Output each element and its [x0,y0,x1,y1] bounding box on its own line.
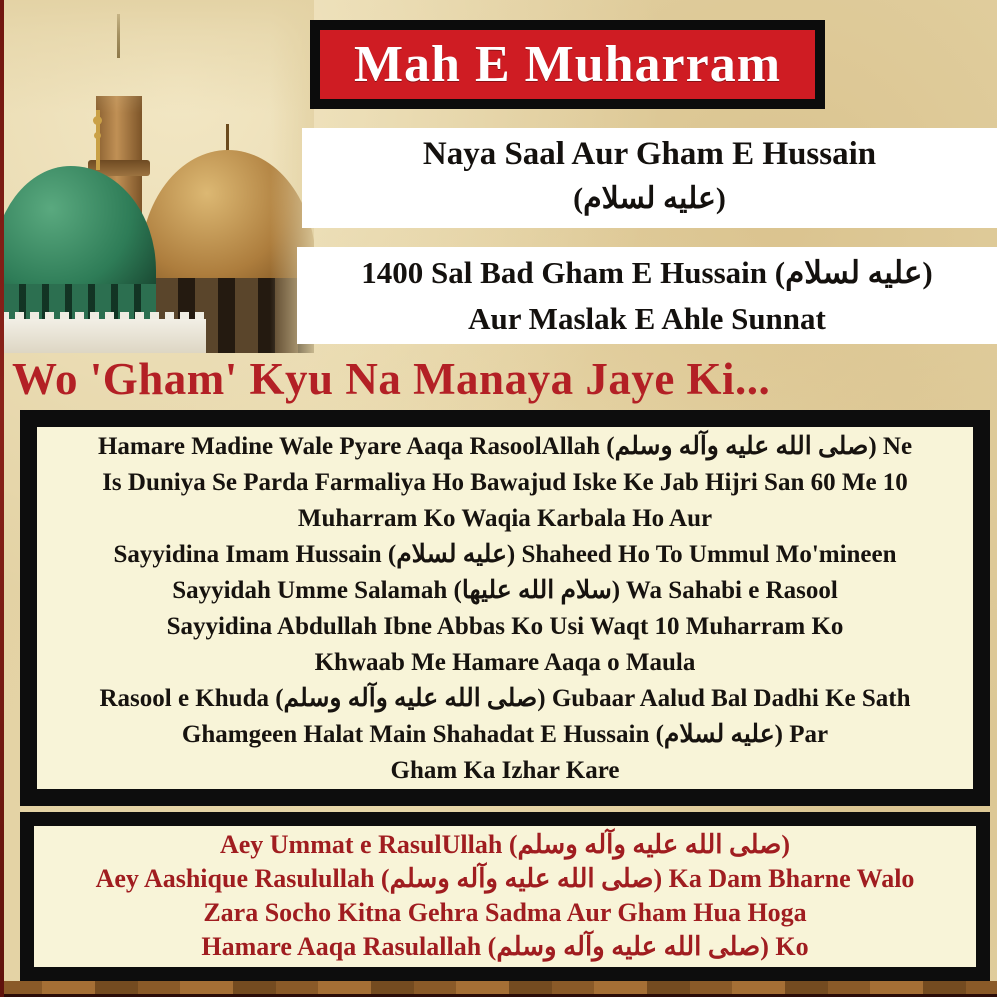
main-text-line: Is Duniya Se Parda Farmaliya Ho Bawajud Iske Ke Jab Hijri San 60 Me 10 [102,469,908,496]
wood-footer-strip [0,981,997,997]
bottom-text-box [20,812,990,981]
subtitle2-line-1: 1400 Sal Bad Gham E Hussain (عليه لسلام) [361,255,933,290]
mosque-illustration [0,0,314,353]
section-heading: Wo 'Gham' Kyu Na Manaya Jaye Ki... [12,354,771,404]
bottom-text-line: Aey Ummat e RasulUllah (صلى الله عليه وآله وسلم) [219,830,791,859]
main-text-line: Sayyidina Abdullah Ibne Abbas Ko Usi Waqt 10 Muharram Ko [166,613,844,640]
poster-title: Mah E Muharram [353,35,782,93]
main-text-line: Ghamgeen Halat Main Shahadat E Hussain (عليه لسلام) Par [181,721,829,748]
subtitle-line-1: Naya Saal Aur Gham E Hussain [422,136,877,172]
bottom-text-line: Aey Aashique Rasulullah (صلى الله عليه وآله وسلم) Ka Dam Bharne Walo [95,864,915,893]
main-text-box [20,410,990,806]
bottom-text-line: Zara Socho Kitna Gehra Sadma Aur Gham Hua Hoga [203,898,807,927]
bottom-text-box-content [34,826,976,964]
subtitle2-line-2: Aur Maslak E Ahle Sunnat [468,301,826,336]
left-edge-strip [0,0,4,997]
main-text-box-content [37,427,973,789]
main-text-line: Khwaab Me Hamare Aaqa o Maula [314,649,696,676]
title-banner [310,20,825,109]
main-text-line: Hamare Madine Wale Pyare Aaqa RasoolAllah (صلى الله عليه وآله وسلم) Ne [97,433,913,460]
main-text-line: Gham Ka Izhar Kare [390,757,620,784]
main-text-line: Muharram Ko Waqia Karbala Ho Aur [297,505,713,532]
mosque-fade-overlay [0,0,314,353]
subtitle-box-2 [297,247,997,344]
main-text-line: Sayyidina Imam Hussain (عليه لسلام) Shaheed Ho To Ummul Mo'mineen [113,541,897,568]
bottom-text-line: Hamare Aaqa Rasulallah (صلى الله عليه وآله وسلم) Ko [201,932,809,961]
main-text-line: Sayyidah Umme Salamah (سلام الله عليها) Wa Sahabi e Rasool [172,577,838,604]
subtitle-line-2-arabic: (عليه لسلام) [573,182,726,215]
main-text-line: Rasool e Khuda (صلى الله عليه وآله وسلم) Gubaar Aalud Bal Dadhi Ke Sath [99,685,911,712]
subtitle-box-1 [302,128,997,228]
